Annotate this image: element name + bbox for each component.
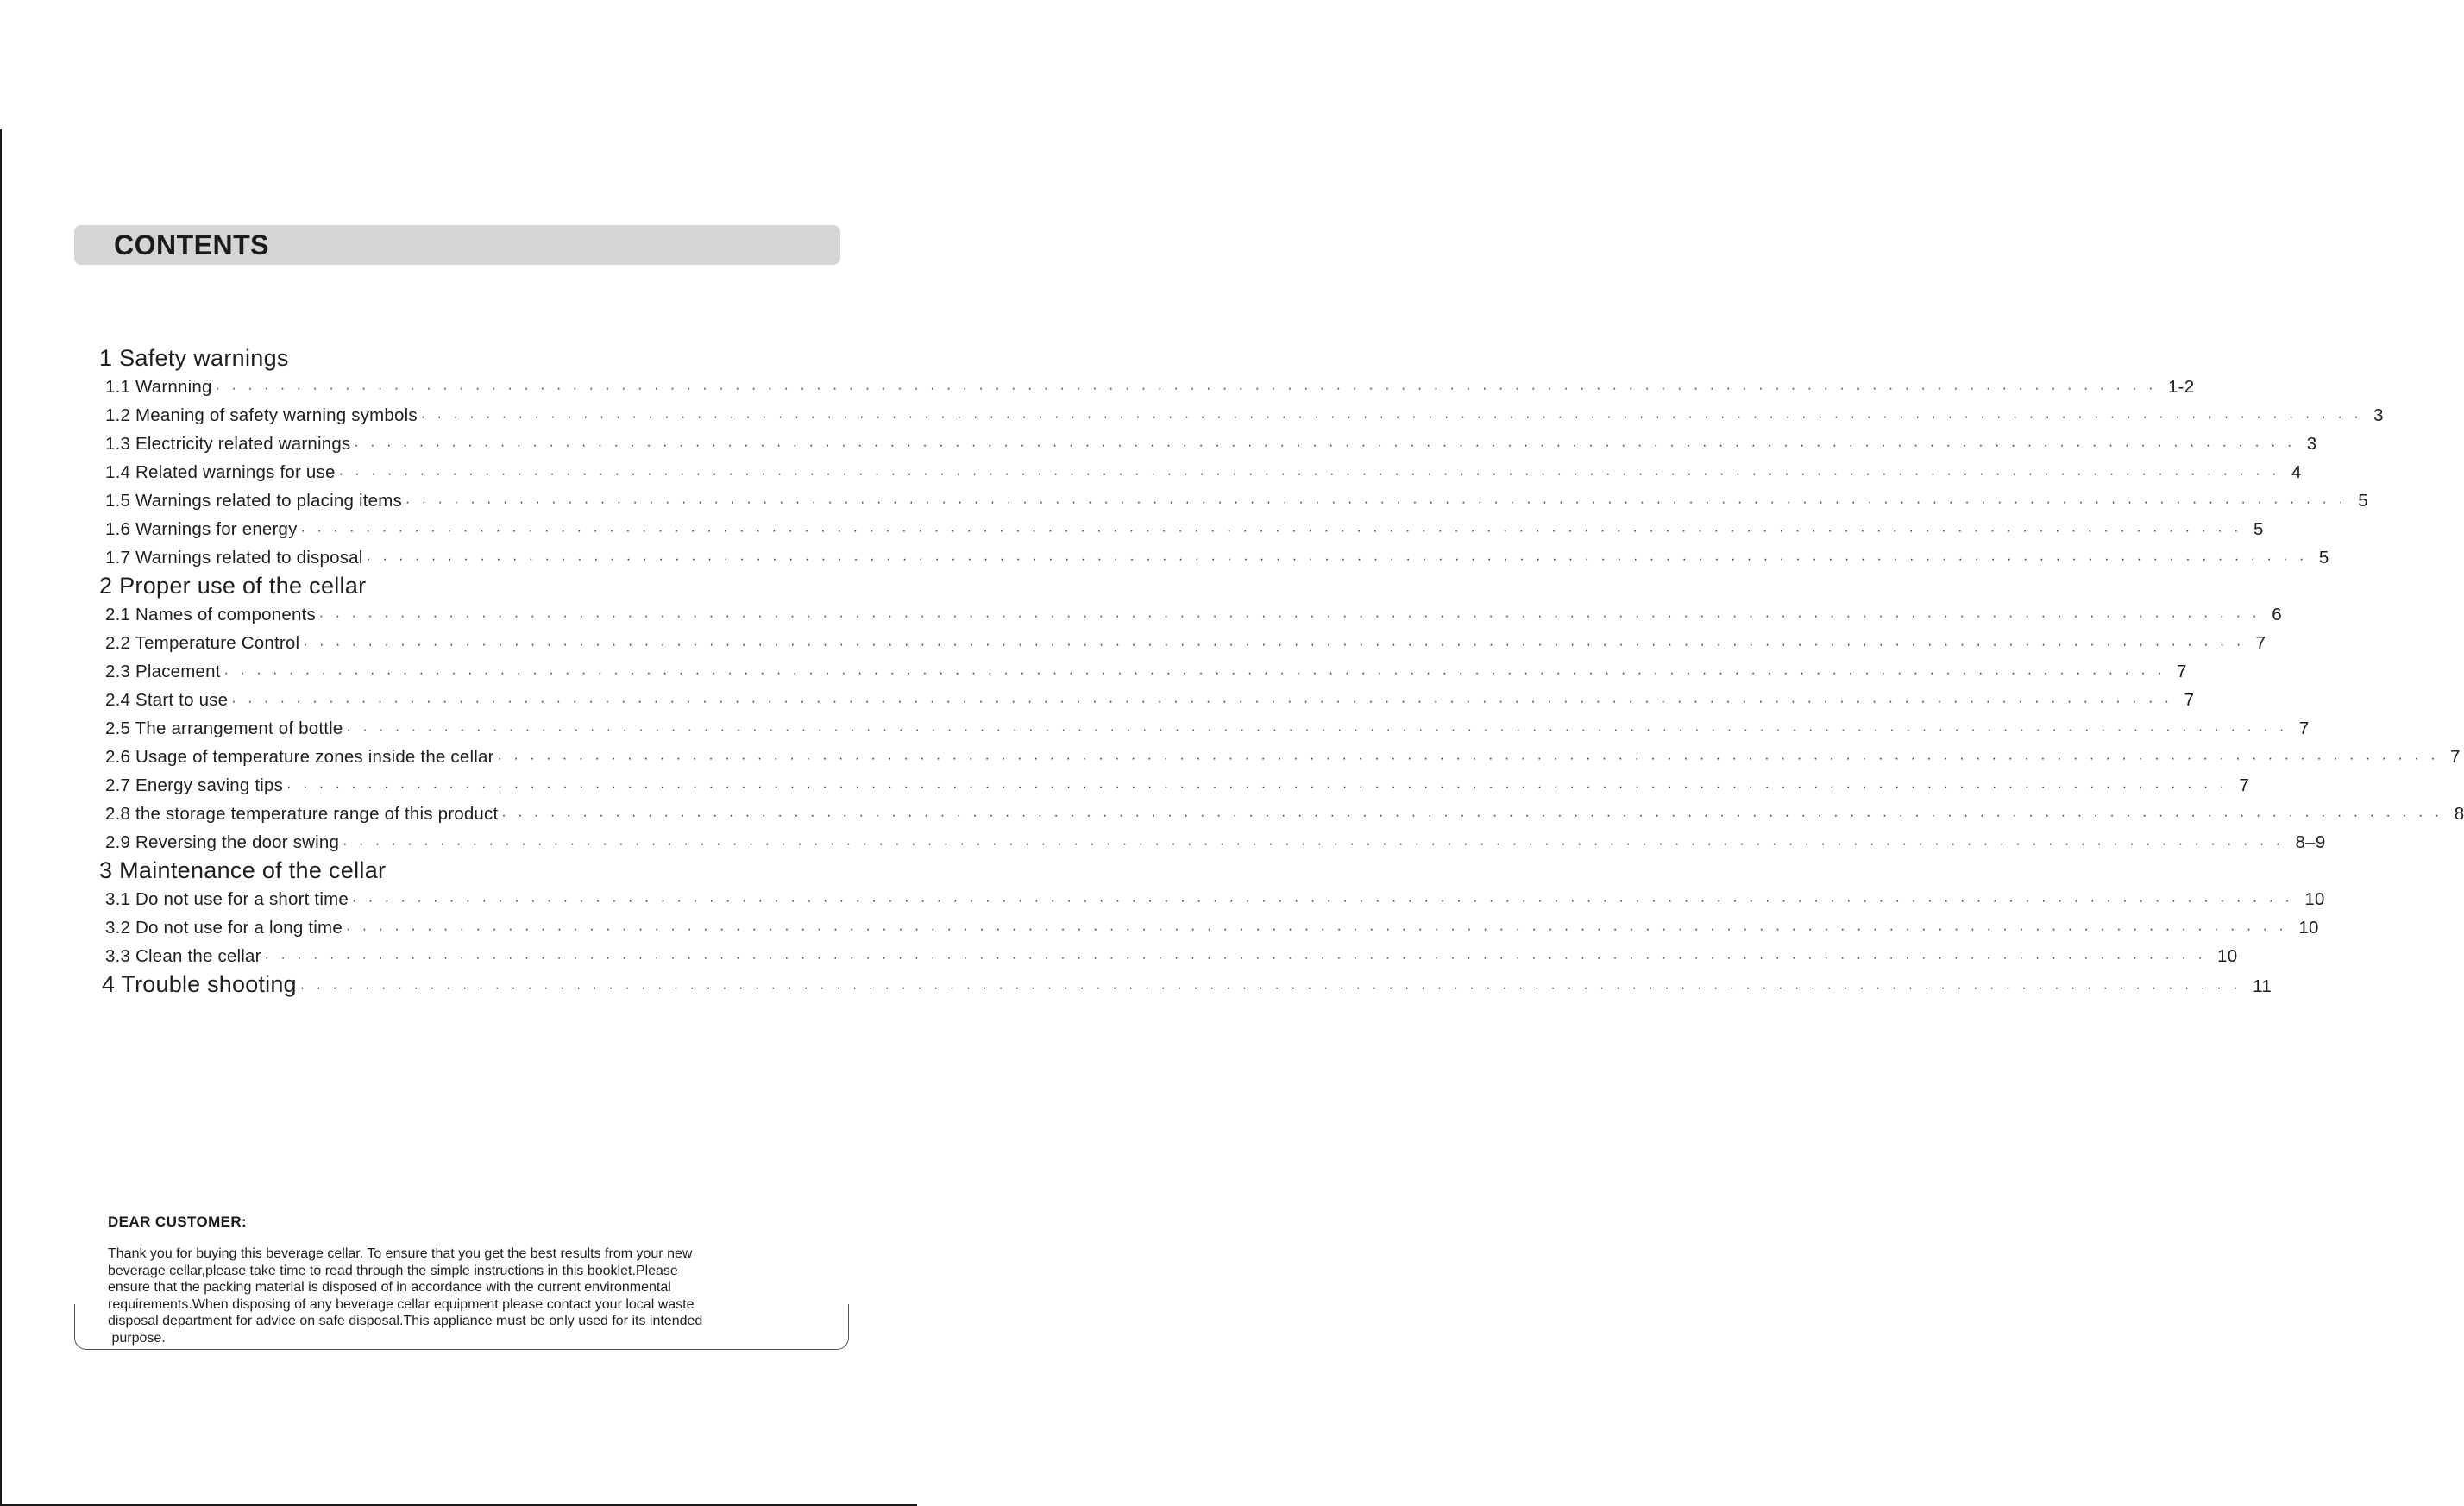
toc-entry[interactable] (99, 458, 2302, 486)
toc-entry-label: 1.4 Related warnings for use (105, 462, 336, 482)
toc-page-number: 7 (2449, 747, 2461, 767)
toc-page-number: 3 (2373, 405, 2384, 425)
toc-section-entry[interactable] (99, 970, 2272, 999)
toc-page-number: 10 (2298, 918, 2319, 938)
toc-page-number: 10 (2217, 946, 2238, 966)
toc-entry-label: 1.1 Warnning (105, 377, 212, 397)
toc-entry-label: 2.7 Energy saving tips (105, 775, 284, 795)
dot-leader: ························································································································ (351, 894, 2302, 908)
toc-page-number: 8 (2454, 804, 2464, 824)
customer-text-line: disposal department for advice on safe disposal.This appliance must be only used for its intended (108, 1314, 703, 1328)
toc-entry[interactable] (99, 657, 2187, 686)
toc-page-number: 6 (2272, 605, 2282, 624)
toc-page-number: 7 (2298, 718, 2310, 738)
toc-entry[interactable] (99, 686, 2195, 714)
toc-entry[interactable] (99, 486, 2368, 515)
toc-entry-label: 3.1 Do not use for a short time (105, 889, 349, 909)
toc-entry-label: 2.8 the storage temperature range of this product (105, 804, 499, 824)
toc-entry[interactable] (99, 771, 2250, 800)
customer-text-line: Thank you for buying this beverage cellar. To ensure that you get the best results from your new (108, 1246, 693, 1261)
dot-leader: ························································································································ (215, 381, 2165, 396)
toc-entry-label: 3.3 Clean the cellar (105, 946, 261, 966)
dot-leader: ························································································································ (231, 694, 2181, 709)
toc-entry[interactable] (99, 430, 2317, 458)
toc-section-heading: 3 Maintenance of the cellar (99, 857, 387, 883)
toc-page-number: 5 (2253, 519, 2264, 539)
toc-entry[interactable] (99, 800, 2464, 828)
page-left-edge (0, 129, 2, 1505)
contents-header-bar (74, 225, 840, 265)
dot-leader: ························································································································ (354, 438, 2304, 453)
dot-leader: ························································································································ (501, 808, 2451, 823)
toc-entry[interactable] (99, 515, 2264, 543)
toc-page-number: 3 (2306, 434, 2317, 454)
toc-entry[interactable] (99, 743, 2461, 771)
toc-page-number: 7 (2184, 690, 2195, 710)
toc-section-heading: 2 Proper use of the cellar (99, 573, 367, 599)
toc-entry-label: 2.9 Reversing the door swing (105, 832, 340, 852)
customer-heading: DEAR CUSTOMER: (108, 1214, 248, 1230)
toc-entry[interactable] (99, 401, 2384, 430)
toc-page-number: 1-2 (2167, 377, 2195, 397)
toc-entry[interactable] (99, 543, 2329, 572)
toc-entry[interactable] (99, 373, 2195, 401)
dot-leader: ························································································································ (223, 666, 2174, 681)
toc-section-heading: 1 Safety warnings (99, 345, 289, 371)
toc-entry-label: 2.1 Names of components (105, 605, 316, 624)
dot-leader: ························································································································ (286, 780, 2236, 794)
toc-entry[interactable] (99, 913, 2319, 942)
toc-entry-label: 2.6 Usage of temperature zones inside the cellar (105, 747, 494, 767)
toc-entry[interactable] (99, 629, 2266, 657)
dot-leader: ························································································································ (318, 609, 2269, 624)
toc-entry-label: 2.3 Placement (105, 662, 221, 681)
toc-page-number: 5 (2318, 548, 2329, 568)
toc-entry-label: 1.6 Warnings for energy (105, 519, 298, 539)
toc-page-number: 4 (2291, 462, 2302, 482)
dot-leader: ························································································································ (300, 524, 2250, 538)
toc-entry[interactable] (99, 828, 2326, 857)
toc-entry-label: 2.5 The arrangement of bottle (105, 718, 343, 738)
dot-leader: ························································································································ (264, 951, 2215, 965)
toc-entry-label: 1.7 Warnings related to disposal (105, 548, 363, 568)
toc-page-number: 7 (2255, 633, 2266, 653)
toc-entry-label: 2.4 Start to use (105, 690, 229, 710)
toc-page-number: 10 (2304, 889, 2325, 909)
dot-leader: ························································································································ (338, 467, 2288, 481)
toc-entry[interactable] (99, 885, 2325, 913)
customer-text-line: requirements.When disposing of any beverage cellar equipment please contact your local waste (108, 1296, 695, 1312)
dot-leader: ························································································································ (405, 495, 2355, 510)
dot-leader: ························································································································ (497, 751, 2447, 766)
customer-body (108, 1246, 824, 1346)
toc-entry-label: 4 Trouble shooting (102, 971, 297, 997)
customer-text-line: ensure that the packing material is disposed of in accordance with the current environmental (108, 1280, 671, 1295)
toc-entry-label: 1.5 Warnings related to placing items (105, 491, 402, 511)
dot-leader: ························································································································ (346, 723, 2296, 737)
dot-leader: ························································································································ (420, 410, 2371, 424)
toc-page-number: 5 (2358, 491, 2368, 511)
toc-page-number: 7 (2239, 775, 2250, 795)
table-of-contents (99, 344, 2464, 999)
contents-title: CONTENTS (114, 229, 269, 260)
toc-entry[interactable] (99, 600, 2282, 629)
toc-page-number: 8–9 (2295, 832, 2326, 852)
customer-text-line: beverage cellar,please take time to read through the simple instructions in this booklet.Please (108, 1263, 678, 1278)
dot-leader: ························································································································ (303, 637, 2253, 652)
customer-text-line: purpose. (108, 1330, 166, 1346)
toc-entry-label: 2.2 Temperature Control (105, 633, 300, 653)
customer-notice (108, 1214, 824, 1346)
dot-leader: ························································································································ (345, 922, 2296, 937)
dot-leader: ························································································································ (343, 837, 2292, 851)
toc-entry[interactable] (99, 942, 2238, 970)
dot-leader: ························································································································ (299, 981, 2250, 995)
toc-page-number: 11 (2253, 976, 2272, 996)
dot-leader: ························································································································ (366, 552, 2316, 567)
toc-page-number: 7 (2177, 662, 2187, 681)
toc-entry[interactable] (99, 714, 2310, 743)
toc-entry-label: 1.2 Meaning of safety warning symbols (105, 405, 418, 425)
toc-entry-label: 3.2 Do not use for a long time (105, 918, 343, 938)
toc-entry-label: 1.3 Electricity related warnings (105, 434, 351, 454)
